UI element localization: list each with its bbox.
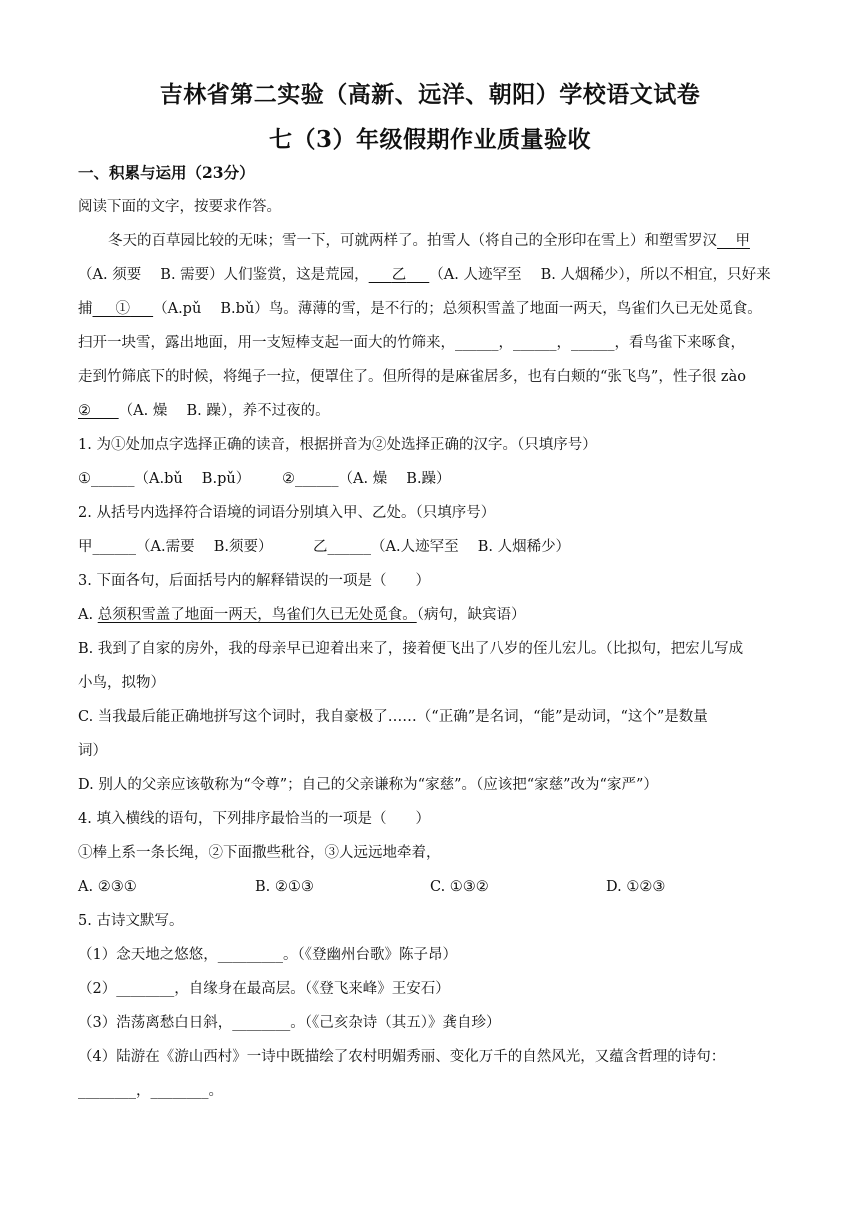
question-4-stem: 4. 填入横线的语句，下列排序最恰当的一项是（ ） xyxy=(78,811,430,827)
question-5-sub-4-blanks: ________，________。 xyxy=(78,1083,223,1099)
passage-line-2 xyxy=(78,265,788,285)
exam-title: 吉林省第二实验（高新、远洋、朝阳）学校语文试卷 xyxy=(159,81,701,108)
passage-text: （A. 人迹罕至 B. 人烟稀少），所以不相宜，只好来 xyxy=(429,267,771,283)
blank-1: ① xyxy=(115,301,131,317)
passage-line-5: 走到竹筛底下的时候，将绳子一拉，便罩住了。但所得的是麻雀居多，也有白颊的“张飞鸟”，性子很 zào xyxy=(78,369,746,385)
blank-2: ② xyxy=(78,403,91,419)
question-4-items: ①棒上系一条长绳，②下面撒些秕谷，③人远远地牵着， xyxy=(78,845,441,861)
question-3-option-a: A. 总须积雪盖了地面一两天，鸟雀们久已无处觅食。（病句，缺宾语） xyxy=(78,607,526,623)
question-1-answer-1: ①______（A.bǔ B.pǔ） xyxy=(78,471,251,487)
question-1-stem: 1. 为①处加点字选择正确的读音，根据拼音为②处选择正确的汉字。（只填序号） xyxy=(78,437,597,453)
reading-instruction: 阅读下面的文字，按要求作答。 xyxy=(78,199,281,215)
passage-text: 捕 xyxy=(78,301,93,317)
question-4-option-d: D. ①②③ xyxy=(606,879,666,895)
question-1-answer-2: ②______（A. 燥 B.躁） xyxy=(282,471,451,487)
question-3-option-d: D. 别人的父亲应该敬称为“令尊”；自己的父亲谦称为“家慈”。（应该把“家慈”改为“家严”） xyxy=(78,777,658,793)
question-5-stem: 5. 古诗文默写。 xyxy=(78,913,184,929)
question-2-answer-jia: 甲______（A.需要 B.须要） xyxy=(78,539,273,555)
section-heading: 一、积累与运用（23分） xyxy=(78,163,255,182)
question-5-sub-2: （2）________，自缘身在最高层。（《登飞来峰》王安石） xyxy=(78,981,450,997)
passage-line-6 xyxy=(78,401,788,421)
passage-text: 冬天的百草园比较的无味；雪一下，可就两样了。拍雪人（将自己的全形印在雪上）和塑雪罗汉 xyxy=(108,233,717,249)
passage-text: （A.pǔ B.bǔ）鸟。薄薄的雪，是不行的；总须积雪盖了地面一两天，鸟雀们久已无处觅食。 xyxy=(153,301,762,317)
question-5-sub-1: （1）念天地之悠悠，_________。（《登幽州台歌》陈子昂） xyxy=(78,947,457,963)
passage-text: （A. 须要 B. 需要）人们鉴赏，这是荒园， xyxy=(78,267,369,283)
passage-text: （A. 燥 B. 躁），养不过夜的。 xyxy=(118,403,330,419)
question-3-option-c-cont: 词） xyxy=(78,743,107,759)
question-5-sub-3: （3）浩荡离愁白日斜，________。（《己亥杂诗（其五）》龚自珍） xyxy=(78,1015,501,1031)
passage-line-3 xyxy=(78,299,788,319)
question-3-stem: 3. 下面各句，后面括号内的解释错误的一项是（ ） xyxy=(78,573,430,589)
exam-subtitle: 七（3）年级假期作业质量验收 xyxy=(268,126,591,153)
passage-line-4: 扫开一块雪，露出地面，用一支短棒支起一面大的竹筛来，______，______，______，看鸟雀下来啄食， xyxy=(78,335,745,351)
question-2-answer-yi: 乙______（A.人迹罕至 B. 人烟稀少） xyxy=(313,539,571,555)
question-4-option-a: A. ②③① xyxy=(78,879,137,895)
underlined-sentence: 总须积雪盖了地面一两天，鸟雀们久已无处觅食。 xyxy=(97,607,417,623)
question-3-option-b-cont: 小鸟，拟物） xyxy=(78,675,165,691)
passage-line-1 xyxy=(108,231,818,251)
question-2-stem: 2. 从括号内选择符合语境的词语分别填入甲、乙处。（只填序号） xyxy=(78,505,496,521)
blank-jia: 甲 xyxy=(735,233,750,249)
question-3-option-c: C. 当我最后能正确地拼写这个词时，我自豪极了……（“正确”是名词，“能”是动词，“这个”是数量 xyxy=(78,709,708,725)
question-5-sub-4: （4）陆游在《游山西村》一诗中既描绘了农村明媚秀丽、变化万千的自然风光，又蕴含哲理的诗句： xyxy=(78,1049,726,1065)
blank-yi: 乙 xyxy=(391,267,407,283)
question-4-option-b: B. ②①③ xyxy=(255,879,314,895)
question-4-option-c: C. ①③② xyxy=(430,879,489,895)
question-3-option-b: B. 我到了自家的房外，我的母亲早已迎着出来了，接着便飞出了八岁的侄儿宏儿。（比拟句，把宏儿写成 xyxy=(78,641,744,657)
